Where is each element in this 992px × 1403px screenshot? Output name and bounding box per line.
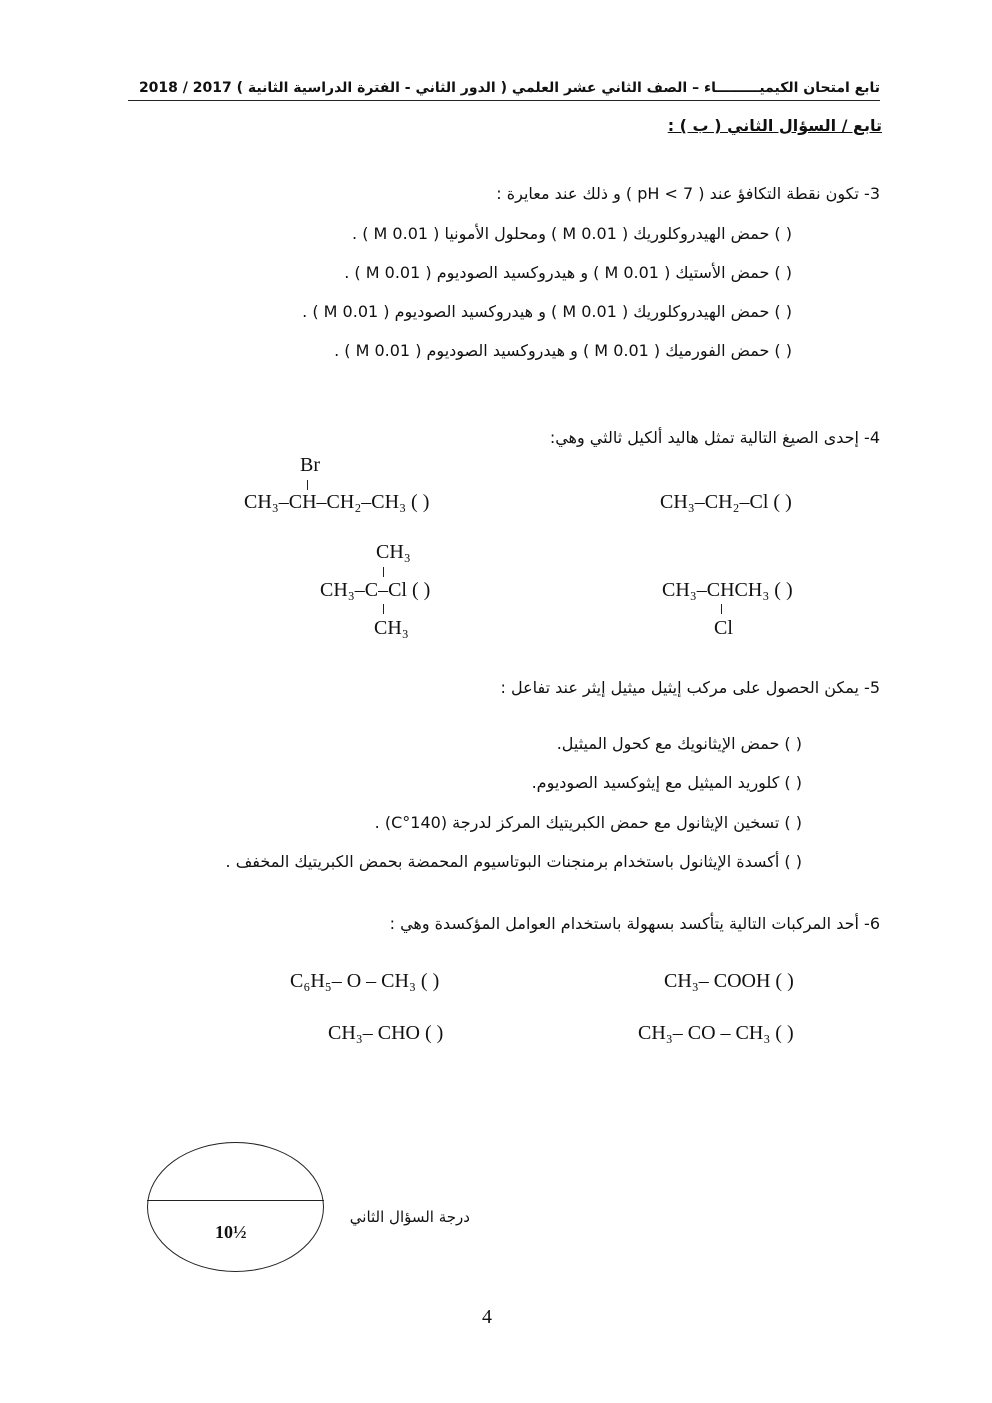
q4-c-bottom-substituent: Cl (714, 617, 733, 639)
q4-option-b[interactable]: CH₃–CH–CH₂–CH₃ ( ) (244, 491, 430, 513)
score-divider (147, 1200, 324, 1201)
q3-option-2[interactable]: ( ) حمض الأستيك ( 0.01 M ) و هيدروكسيد الصوديوم ( 0.01 M ) . (344, 263, 792, 282)
q4-d-top-bond (383, 567, 384, 577)
score-label: درجة السؤال الثاني (349, 1208, 470, 1226)
q4-d-bottom-substituent: CH₃ (374, 617, 409, 639)
q4-d-top-substituent: CH₃ (376, 541, 411, 563)
q3-option-3[interactable]: ( ) حمض الهيدروكلوريك ( 0.01 M ) و هيدروكسيد الصوديوم ( 0.01 M ) . (302, 302, 792, 321)
q5-option-1[interactable]: ( ) حمض الإيثانويك مع كحول الميثيل. (556, 734, 802, 753)
q6-option-c[interactable]: CH₃– CO – CH₃ ( ) (638, 1022, 794, 1044)
q5-option-4[interactable]: ( ) أكسدة الإيثانول باستخدام برمنجنات البوتاسيوم المحمضة بحمض الكبريتيك المخفف . (225, 852, 802, 871)
q5-option-3[interactable]: ( ) تسخين الإيثانول مع حمض الكبريتيك المركز لدرجة (140°C) . (374, 813, 802, 832)
q4-option-c[interactable]: CH₃–CHCH₃ ( ) (662, 579, 793, 601)
section-title: تابع / السؤال الثاني ( ب ) : (667, 116, 882, 135)
q3-option-4[interactable]: ( ) حمض الفورميك ( 0.01 M ) و هيدروكسيد الصوديوم ( 0.01 M ) . (334, 341, 792, 360)
exam-header: تابع امتحان الكيميـــــــــاء – الصف الثاني عشر العلمي ( الدور الثاني - الفترة الدراسية الثانية ) 2017 / 2018 (138, 80, 880, 96)
q3-stem: 3- تكون نقطة التكافؤ عند ( pH < 7 ) و ذلك عند معايرة : (496, 184, 880, 203)
page-number: 4 (482, 1306, 492, 1328)
q6-option-d[interactable]: CH₃– CHO ( ) (328, 1022, 444, 1044)
q6-option-b[interactable]: C₆H₅– O – CH₃ ( ) (290, 970, 440, 992)
q4-b-br-substituent: Br (300, 454, 320, 476)
score-value: 10½ (215, 1222, 247, 1242)
q4-c-bond (721, 604, 722, 614)
q4-d-bottom-bond (383, 604, 384, 614)
q4-option-a[interactable]: CH₃–CH₂–Cl ( ) (660, 491, 792, 513)
score-circle (147, 1142, 324, 1272)
q6-option-a[interactable]: CH₃– COOH ( ) (664, 970, 794, 992)
q3-option-1[interactable]: ( ) حمض الهيدروكلوريك ( 0.01 M ) ومحلول الأمونيا ( 0.01 M ) . (352, 224, 792, 243)
q5-option-2[interactable]: ( ) كلوريد الميثيل مع إيثوكسيد الصوديوم. (531, 773, 802, 792)
q4-b-bond (307, 480, 308, 490)
q4-stem: 4- إحدى الصيغ التالية تمثل هاليد ألكيل ثالثي وهي: (549, 428, 880, 447)
q4-option-d[interactable]: CH₃–C–Cl ( ) (320, 579, 431, 601)
header-divider (128, 100, 880, 101)
q5-stem: 5- يمكن الحصول على مركب إيثيل ميثيل إيثر عند تفاعل : (500, 678, 880, 697)
q6-stem: 6- أحد المركبات التالية يتأكسد بسهولة باستخدام العوامل المؤكسدة وهي : (389, 914, 880, 933)
